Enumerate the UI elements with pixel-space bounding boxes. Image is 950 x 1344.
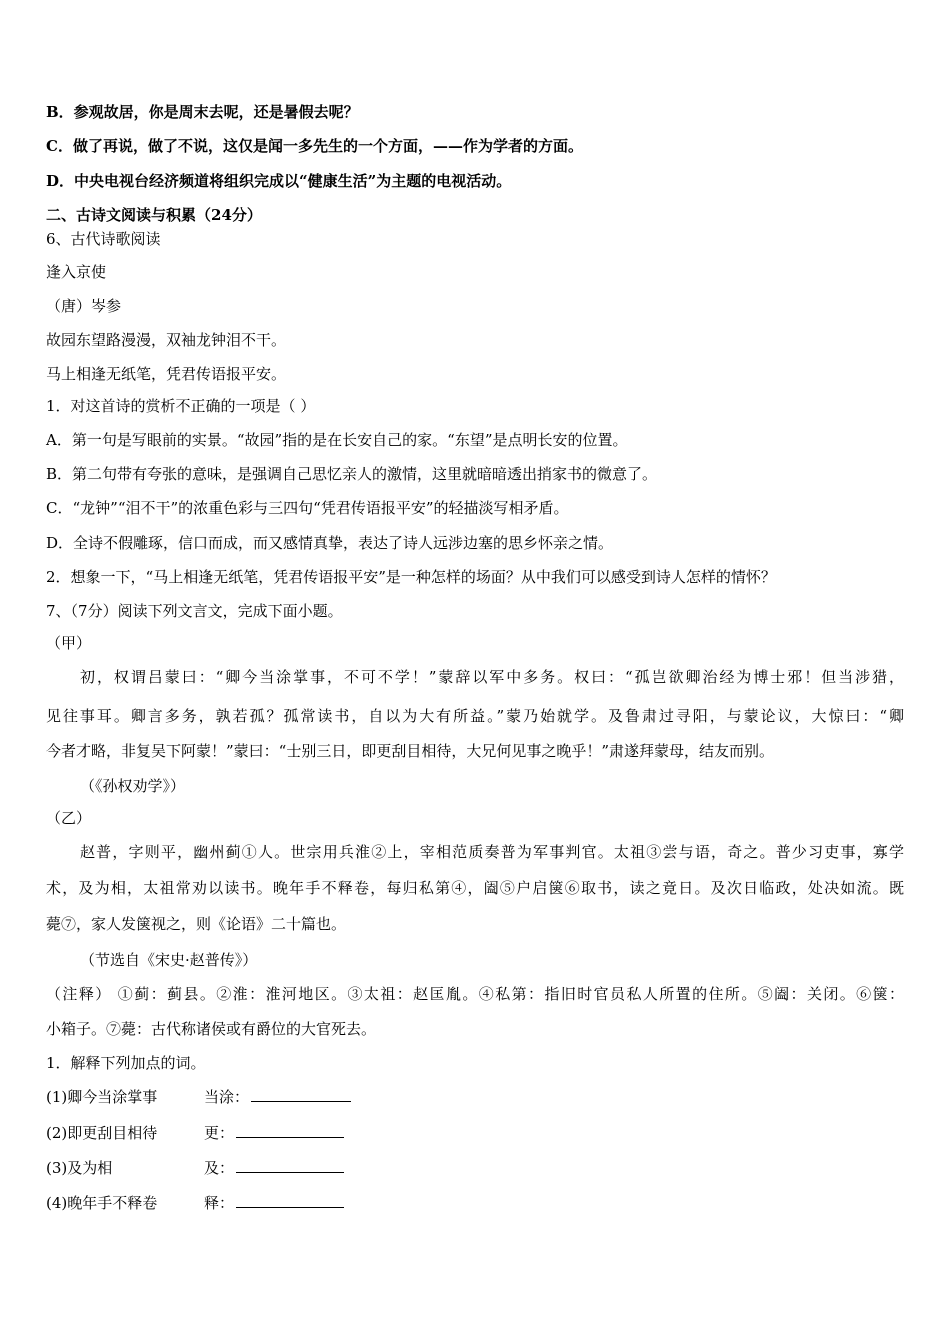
passage-yi-line: 薨⑦，家人发箧视之，则《论语》二十篇也。 <box>46 915 347 933</box>
vocab-sentence: (1)卿今当涂掌事 <box>46 1088 158 1106</box>
option-d: D．中央电视台经济频道将组织完成以“健康生活”为主题的电视活动。 <box>46 172 512 190</box>
answer-blank[interactable] <box>236 1158 344 1173</box>
vocab-sentence: (3)及为相 <box>46 1159 113 1177</box>
vocab-item-1 <box>46 1087 351 1107</box>
vocab-sentence: (2)即更刮目相待 <box>46 1124 158 1142</box>
notes-line: （注释） ①蓟：蓟县。②淮：淮河地区。③太祖：赵匡胤。④私第：指旧时官员私人所置的住所。⑤阖：关闭。⑥箧： <box>46 985 904 1003</box>
passage-yi-line: 赵普，字则平，幽州蓟①人。世宗用兵淮②上，宰相范质奏普为军事判官。太祖③尝与语，奇之。普少习吏事，寡学 <box>80 843 904 861</box>
vocab-item-3 <box>46 1158 344 1178</box>
section-title: 二、古诗文阅读与积累（24分） <box>46 206 262 224</box>
passage-yi-source: （节选自《宋史·赵普传》） <box>80 951 258 969</box>
q6-heading: 6、古代诗歌阅读 <box>46 230 161 248</box>
passage-jia-line: 初，权谓吕蒙曰：“卿今当涂掌事，不可不学！”蒙辞以军中多务。权曰：“孤岂欲卿治经为博士邪！但当涉猎， <box>80 668 904 686</box>
poem-line-1: 故园东望路漫漫，双袖龙钟泪不干。 <box>46 331 287 349</box>
passage-jia-label: （甲） <box>46 634 92 652</box>
vocab-word: 及： <box>204 1159 235 1177</box>
q6-option-a: A．第一句是写眼前的实景。“故园”指的是在长安自己的家。“东望”是点明长安的位置。 <box>46 431 628 449</box>
q7-sub1-stem: 1．解释下列加点的词。 <box>46 1054 206 1072</box>
poem-title: 逢入京使 <box>46 263 107 281</box>
answer-blank[interactable] <box>251 1087 351 1102</box>
vocab-word: 释： <box>204 1194 235 1212</box>
passage-yi-line: 术，及为相，太祖常劝以读书。晚年手不释卷，每归私第④，阖⑤户启箧⑥取书，读之竟日。及次日临政，处决如流。既 <box>46 879 904 897</box>
notes-line: 小箱子。⑦薨：古代称诸侯或有爵位的大官死去。 <box>46 1020 377 1038</box>
q6-option-d: D．全诗不假雕琢，信口而成，而又感情真挚，表达了诗人远涉边塞的思乡怀亲之情。 <box>46 534 614 552</box>
vocab-item-2 <box>46 1123 344 1143</box>
passage-jia-source: （《孙权劝学》） <box>80 777 186 795</box>
option-c: C．做了再说，做了不说，这仅是闻一多先生的一个方面，——作为学者的方面。 <box>46 137 583 155</box>
passage-yi-label: （乙） <box>46 809 92 827</box>
q6-option-b: B．第二句带有夸张的意味，是强调自己思忆亲人的激情，这里就暗暗透出捎家书的微意了。 <box>46 465 658 483</box>
vocab-word: 当涂： <box>204 1088 250 1106</box>
q6-option-c: C．“龙钟”“泪不干”的浓重色彩与三四句“凭君传语报平安”的轻描淡写相矛盾。 <box>46 499 569 517</box>
answer-blank[interactable] <box>236 1123 344 1138</box>
passage-jia-line: 见往事耳。卿言多务，孰若孤？孤常读书，自以为大有所益。”蒙乃始就学。及鲁肃过寻阳，与蒙论议，大惊曰：“卿 <box>46 707 904 725</box>
q7-heading: 7、（7分）阅读下列文言文，完成下面小题。 <box>46 602 343 620</box>
q6-sub2: 2．想象一下，“马上相逢无纸笔，凭君传语报平安”是一种怎样的场面？从中我们可以感受到诗人怎样的情怀？ <box>46 568 776 586</box>
vocab-item-4 <box>46 1193 344 1213</box>
option-b: B．参观故居，你是周末去呢，还是暑假去呢？ <box>46 103 359 121</box>
vocab-sentence: (4)晚年手不释卷 <box>46 1194 158 1212</box>
passage-jia-line: 今者才略，非复吴下阿蒙！”蒙曰：“士别三日，即更刮目相待，大兄何见事之晚乎！”肃遂拜蒙母，结友而别。 <box>46 742 775 760</box>
q6-sub1-stem: 1．对这首诗的赏析不正确的一项是（ ） <box>46 397 316 415</box>
vocab-word: 更： <box>204 1124 235 1142</box>
poem-author: （唐）岑参 <box>46 297 122 315</box>
poem-line-2: 马上相逢无纸笔，凭君传语报平安。 <box>46 365 287 383</box>
answer-blank[interactable] <box>236 1193 344 1208</box>
